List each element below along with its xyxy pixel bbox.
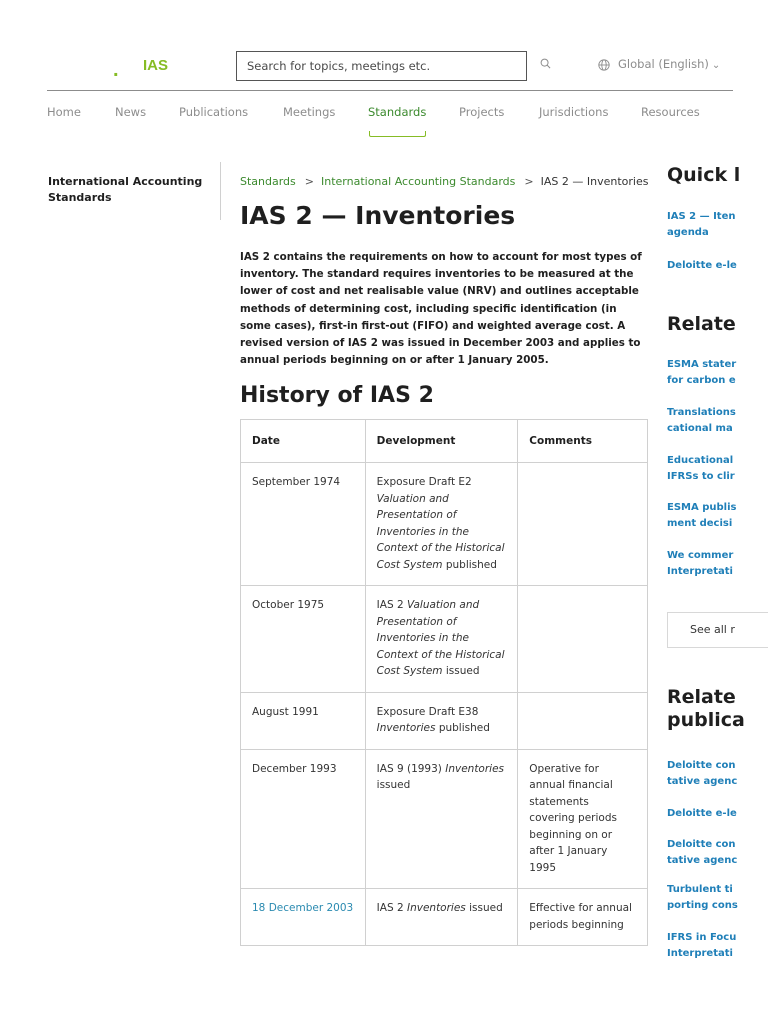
search-input[interactable]: [237, 52, 526, 80]
viewport-edge: [0, 988, 768, 1024]
dev-text: issued: [469, 902, 503, 914]
related-link[interactable]: [667, 500, 768, 531]
globe-icon: [598, 59, 610, 71]
dev-title: Inventories: [376, 722, 436, 734]
link-text: Interpretati: [667, 565, 733, 577]
link-text: cational ma: [667, 422, 733, 434]
cell-comment: Effective for annual periods beginning: [518, 889, 648, 946]
search-box[interactable]: [236, 51, 527, 81]
dev-text: IAS 2: [376, 599, 404, 611]
side-nav-title[interactable]: International Accounting Standards: [48, 175, 203, 204]
publication-link[interactable]: [667, 930, 768, 961]
related-publications-heading: [667, 686, 745, 732]
dev-text: IAS 2: [376, 902, 404, 914]
cell-comment: [518, 586, 648, 693]
publication-link[interactable]: [667, 758, 768, 789]
link-text: Deloitte e-le: [667, 260, 737, 271]
link-text: IFRS in Focu: [667, 932, 737, 943]
link-text: ment decisi: [667, 517, 733, 529]
site-logo[interactable]: IAS: [143, 57, 169, 74]
nav-publications[interactable]: Publications: [179, 105, 249, 119]
related-link[interactable]: [667, 548, 768, 579]
nav-home[interactable]: Home: [47, 105, 81, 119]
link-text: porting cons: [667, 899, 738, 911]
dev-text: IAS 9 (1993): [376, 762, 442, 775]
breadcrumb-separator: >: [304, 175, 314, 188]
quick-link[interactable]: [667, 258, 768, 274]
table-header-row: [241, 420, 648, 463]
history-table: [240, 419, 648, 946]
logo-mark[interactable]: .: [113, 59, 119, 81]
link-text: ESMA publis: [667, 502, 737, 513]
dev-text: published: [438, 722, 490, 734]
cell-development: [365, 749, 518, 889]
cell-date: [241, 889, 366, 946]
date-link[interactable]: 18 December 2003: [252, 902, 354, 914]
dev-text: Exposure Draft E2: [376, 476, 472, 488]
cell-development: [365, 463, 518, 586]
nav-meetings[interactable]: Meetings: [283, 105, 336, 119]
dev-title: Inventories: [445, 762, 505, 775]
link-text: Educational: [667, 455, 734, 466]
cell-date: December 1993: [241, 749, 366, 889]
intro-paragraph: IAS 2 contains the requirements on how to account for most types of inventory. The standard requires inventories to be measured at the lower of cost and net realisable value (NRV) and outlines acceptable methods of determining cost, including specific identification (in some cases), first-in first-out (FIFO) and weighted average cost. A revised version of IAS 2 was issued in December 2003 and applies to annual periods beginning on or after 1 January 2005.: [240, 251, 642, 367]
link-text: Turbulent ti: [667, 884, 733, 895]
related-link[interactable]: [667, 405, 768, 436]
nav-jurisdictions[interactable]: Jurisdictions: [539, 105, 609, 119]
breadcrumb-separator: >: [524, 175, 534, 188]
table-row: [241, 463, 648, 586]
heading-line: Relate: [667, 686, 736, 708]
nav-projects[interactable]: Projects: [459, 105, 505, 119]
dev-title: Inventories: [406, 902, 466, 914]
link-text: We commer: [667, 550, 734, 561]
cell-date: August 1991: [241, 692, 366, 749]
cell-comment: [518, 692, 648, 749]
publication-link[interactable]: [667, 882, 768, 913]
side-nav-divider: [220, 162, 221, 220]
language-label: Global (English): [618, 57, 709, 71]
nav-divider: [47, 90, 733, 91]
column-header-development: Development: [365, 420, 518, 463]
related-heading: Relate: [667, 313, 736, 335]
link-text: Deloitte con: [667, 839, 736, 850]
quick-link[interactable]: [667, 209, 768, 240]
related-link[interactable]: [667, 453, 768, 484]
see-all-button[interactable]: See all r: [667, 612, 768, 648]
publication-link[interactable]: [667, 806, 768, 822]
dev-title: Valuation and Presentation of Inventories in the Context of the Historical Cost System: [376, 599, 505, 677]
dev-text: Exposure Draft E38: [376, 705, 479, 718]
column-header-comments: Comments: [518, 420, 648, 463]
table-row: [241, 692, 648, 749]
breadcrumb-current: IAS 2 — Inventories: [540, 175, 649, 188]
page-title: IAS 2 — Inventories: [240, 201, 516, 230]
cell-date: October 1975: [241, 586, 366, 693]
breadcrumb-standards[interactable]: Standards: [240, 175, 296, 188]
active-tab-indicator: [369, 131, 426, 137]
link-text: IFRSs to clir: [667, 470, 735, 482]
nav-news[interactable]: News: [115, 105, 147, 119]
cell-date: September 1974: [241, 463, 366, 586]
nav-standards[interactable]: Standards: [368, 105, 427, 119]
table-row: [241, 586, 648, 693]
link-text: tative agenc: [667, 775, 738, 787]
heading-line: publica: [667, 709, 745, 731]
link-text: IAS 2 — Iten: [667, 211, 736, 222]
cell-comment: [518, 463, 648, 586]
chevron-down-icon: ⌄: [711, 60, 721, 71]
cell-comment: Operative for annual financial statements covering periods beginning on or after 1 January 1995: [518, 749, 648, 889]
table-row: [241, 749, 648, 889]
search-icon[interactable]: [540, 58, 551, 69]
nav-resources[interactable]: Resources: [641, 105, 700, 119]
related-link[interactable]: [667, 357, 768, 388]
link-text: for carbon e: [667, 374, 736, 386]
dev-text: issued: [376, 779, 411, 791]
right-sidebar: [667, 0, 768, 1024]
dev-title: Valuation and Presentation of Inventories in the Context of the Historical Cost System: [376, 492, 505, 571]
table-row: [241, 889, 648, 946]
link-text: Translations: [667, 407, 736, 418]
cell-development: [365, 586, 518, 693]
link-text: ESMA stater: [667, 359, 737, 370]
dev-text: issued: [445, 665, 480, 677]
cell-development: [365, 889, 518, 946]
link-text: Deloitte con: [667, 760, 736, 771]
link-text: Interpretati: [667, 947, 733, 959]
link-text: tative agenc: [667, 854, 738, 866]
dev-text: published: [445, 558, 497, 571]
link-text: Deloitte e-le: [667, 808, 737, 819]
quick-links-heading: Quick l: [667, 164, 741, 186]
breadcrumb-ias[interactable]: International Accounting Standards: [321, 175, 516, 188]
column-header-date: Date: [241, 420, 366, 463]
link-text: agenda: [667, 226, 709, 238]
history-heading: History of IAS 2: [240, 383, 434, 408]
cell-development: [365, 692, 518, 749]
breadcrumb: [240, 175, 648, 188]
publication-link[interactable]: [667, 837, 768, 868]
